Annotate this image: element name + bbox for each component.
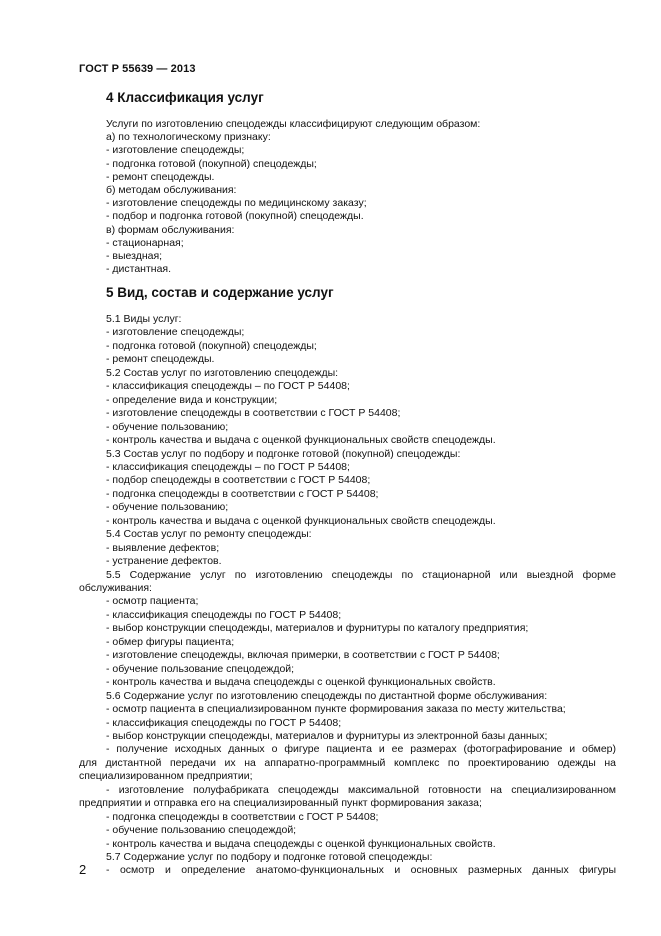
section-5-line: - подгонка спецодежды в соответствии с ГОСТ Р 54408; — [106, 487, 379, 500]
section-5-title: 5 Вид, состав и содержание услуг — [106, 285, 334, 300]
section-5-line: обслуживания: — [79, 582, 152, 594]
section-5-line: - изготовление спецодежды; — [106, 326, 245, 339]
section-4-line: - дистантная. — [106, 263, 172, 276]
section-5-line: - изготовление спецодежды, включая примерки, в соответствии с ГОСТ Р 54408; — [106, 649, 500, 662]
section-5-line: - контроль качества и выдача спецодежды с оценкой функциональных свойств. — [106, 676, 496, 689]
section-5-line: для дистантной передачи их на аппаратно-программный комплекс по проектированию одежды на — [79, 756, 616, 769]
section-4-line: - стационарная; — [106, 236, 184, 249]
section-4-line: - изготовление спецодежды; — [106, 144, 245, 157]
section-5-line: 5.2 Состав услуг по изготовлению спецодежды: — [106, 366, 339, 379]
section-5-line: специализированном предприятии; — [79, 770, 253, 783]
section-5-line: - ремонт спецодежды. — [106, 353, 215, 366]
section-5-line: - выявление дефектов; — [106, 541, 220, 554]
section-5-line: - классификация спецодежды – по ГОСТ Р 54408; — [106, 460, 350, 473]
section-5-line: - классификация спецодежды по ГОСТ Р 54408; — [106, 716, 342, 729]
section-5-line: - выбор конструкции спецодежды, материалов и фурнитуры из электронной базы данных; — [106, 729, 548, 742]
section-5-line: - осмотр пациента в специализированном пункте формирования заказа по месту жительства; — [106, 703, 566, 716]
section-4-line: - ремонт спецодежды. — [106, 170, 215, 183]
section-5-line: 5.5 Содержание услуг по изготовлению спецодежды по стационарной или выездной форме — [106, 568, 616, 581]
section-5-line: - устранение дефектов. — [106, 555, 222, 568]
section-5-line: - обучение пользованию спецодеждой; — [106, 824, 297, 837]
section-5-line: 5.6 Содержание услуг по изготовлению спецодежды по дистантной форме обслуживания: — [106, 689, 548, 702]
section-5-line: - подгонка спецодежды в соответствии с ГОСТ Р 54408; — [106, 810, 379, 823]
section-4-line: Услуги по изготовлению спецодежды классифицируют следующим образом: — [106, 118, 481, 130]
page-number: 2 — [79, 862, 87, 877]
section-5-line: - обучение пользованию; — [106, 501, 229, 514]
section-5-line: - контроль качества и выдача с оценкой функциональных свойств спецодежды. — [106, 434, 496, 447]
section-4-line: - изготовление спецодежды по медицинскому заказу; — [106, 197, 367, 210]
section-4-line: в) формам обслуживания: — [106, 223, 235, 236]
section-5-line: - контроль качества и выдача спецодежды с оценкой функциональных свойств. — [106, 837, 496, 850]
section-5-line: - получение исходных данных о фигуре пациента и ее размерах (фотографирование и обмер) — [106, 743, 616, 756]
section-5-line: - подбор спецодежды в соответствии с ГОСТ Р 54408; — [106, 474, 371, 487]
section-5-line: - выбор конструкции спецодежды, материалов и фурнитуры по каталогу предприятия; — [106, 622, 529, 635]
section-5-line: - осмотр пациента; — [106, 595, 199, 608]
section-5-line: 5.1 Виды услуг: — [106, 313, 182, 325]
section-5-line: - классификация спецодежды – по ГОСТ Р 54408; — [106, 380, 350, 393]
section-5-line: - обучение пользование спецодеждой; — [106, 662, 295, 675]
section-5-line: - осмотр и определение анатомо-функциональных и основных размерных данных фигуры — [106, 864, 616, 877]
section-5-line: предприятии и отправка его на специализированный пункт формирования заказа; — [79, 797, 482, 810]
section-5-line: - определение вида и конструкции; — [106, 393, 278, 406]
section-4-line: б) методам обслуживания: — [106, 184, 237, 196]
section-5-line: - классификация спецодежды по ГОСТ Р 54408; — [106, 608, 342, 621]
section-5-line: - обмер фигуры пациента; — [106, 635, 235, 648]
section-5-line: 5.3 Состав услуг по подбору и подгонке готовой (покупной) спецодежды: — [106, 447, 461, 460]
section-4-line: а) по технологическому признаку: — [106, 131, 271, 144]
section-5-line: - обучение пользованию; — [106, 420, 229, 433]
section-4-line: - выездная; — [106, 250, 163, 262]
section-4-line: - подбор и подгонка готовой (покупной) спецодежды. — [106, 210, 364, 223]
section-5-line: 5.4 Состав услуг по ремонту спецодежды: — [106, 528, 312, 541]
section-5-line: 5.7 Содержание услуг по подбору и подгонке готовой спецодежды: — [106, 851, 433, 863]
section-5-line: - контроль качества и выдача с оценкой функциональных свойств спецодежды. — [106, 514, 496, 527]
section-5-line: - подгонка готовой (покупной) спецодежды; — [106, 339, 317, 352]
section-4-title: 4 Классификация услуг — [106, 90, 264, 105]
section-5-line: - изготовление полуфабриката спецодежды максимальной готовности на специализированном — [106, 783, 616, 796]
section-5-line: - изготовление спецодежды в соответствии с ГОСТ Р 54408; — [106, 407, 401, 420]
section-4-line: - подгонка готовой (покупной) спецодежды; — [106, 157, 317, 170]
document-header: ГОСТ Р 55639 — 2013 — [79, 63, 196, 75]
